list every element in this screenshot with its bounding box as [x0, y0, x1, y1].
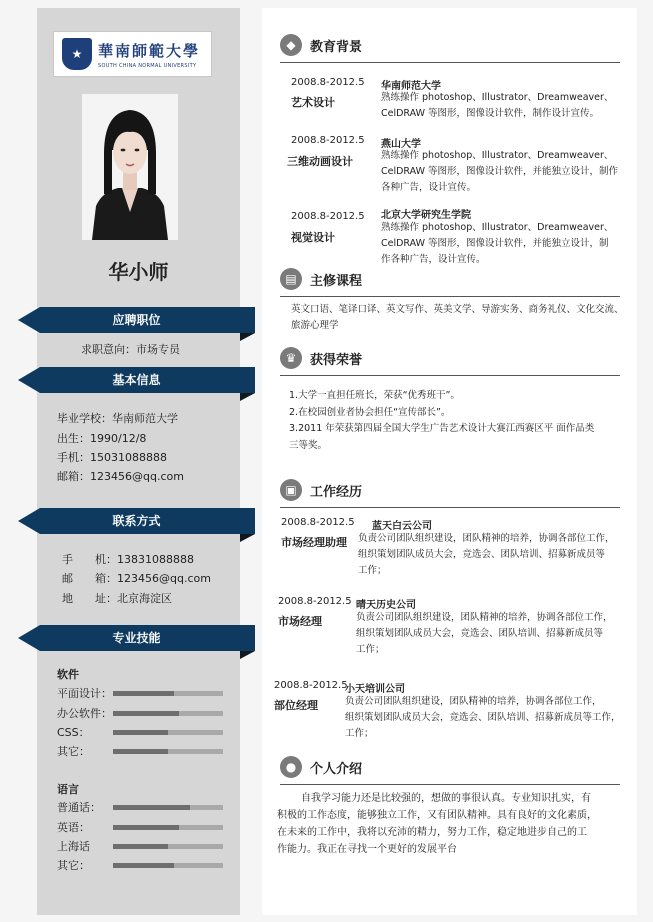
skill-label: 其它：	[57, 745, 90, 758]
basic-school: 毕业学校：华南师范大学	[57, 412, 178, 425]
skill-bar-fill	[113, 691, 174, 696]
work-desc-line: 工作；	[358, 565, 387, 576]
work-desc-line: 组织策划团队成员大会，竞选会、团队培训、招募新成员等工作，	[345, 712, 621, 723]
ribbon-skills	[18, 625, 255, 651]
skill-row	[57, 743, 227, 759]
edu-desc-line: CelDRAW 等图形，图像设计软件，并能独立设计，制作	[381, 166, 619, 177]
intro-line: 作能力。我正在寻找一个更好的发展平台	[277, 844, 457, 855]
language-label: 其它：	[57, 859, 90, 872]
section-divider	[280, 296, 620, 297]
honor-line: 3.2011 年荣获第四届全国大学生广告艺术设计大赛江西赛区平 面作品类	[289, 423, 595, 434]
skill-label: CSS：	[57, 726, 90, 739]
contact-phone-row	[62, 551, 194, 567]
logo-cn: 華南師範大學	[98, 41, 201, 60]
work-role: 市场经理	[278, 615, 322, 628]
edu-desc-line: 各种广告，设计宣传。	[381, 182, 477, 193]
intro-line: 积极的工作态度，能够独立工作，又有团队精神。具有良好的文化素质，	[277, 810, 597, 821]
edu-date: 2008.8-2012.5	[291, 77, 365, 88]
edu-desc-line: CelDRAW 等图形，图像设计软件，制作设计宣传。	[381, 108, 600, 119]
honor-line: 2.在校园创业者协会担任“宣传部长”。	[289, 406, 451, 418]
intro-text	[277, 790, 622, 858]
section-intro-header	[280, 756, 620, 786]
language-bar-fill	[113, 805, 190, 810]
ribbon-position	[18, 307, 255, 333]
work-company: 小天培训公司	[345, 684, 405, 695]
work-company: 晴天历史公司	[356, 600, 416, 611]
section-honors-title: 获得荣誉	[310, 353, 363, 368]
section-divider	[280, 62, 620, 63]
ribbon-contact-title: 联系方式	[112, 514, 161, 528]
logo-text	[98, 40, 200, 69]
language-bar	[113, 805, 223, 810]
language-bar-fill	[113, 844, 168, 849]
section-work-header	[280, 479, 620, 509]
language-label: 上海话	[57, 840, 90, 853]
intro-line: 自我学习能力还是比较强的，想做的事很认真。专业知识扎实，有	[301, 793, 591, 804]
skill-row	[57, 685, 227, 701]
basic-email: 邮箱：123456@qq.com	[57, 470, 184, 483]
language-row	[57, 838, 227, 854]
courses-line: 英文口语、笔译口译、英文写作、英美文学、导游实务、商务礼仪、文化交流、	[291, 304, 624, 315]
ribbon-basic-info-title: 基本信息	[112, 373, 161, 387]
edu-school: 华南师范大学	[381, 81, 441, 92]
user-icon: ●	[280, 756, 302, 778]
ribbon-position-title: 应聘职位	[112, 313, 161, 327]
graduation-cap-icon: ◆	[280, 34, 302, 56]
honor-line: 1.大学一直担任班长，荣获“优秀班干”。	[289, 390, 460, 401]
edu-major: 艺术设计	[291, 96, 335, 109]
logo-en: SOUTH CHINA NORMAL UNIVERSITY	[98, 62, 197, 69]
section-education-header	[280, 34, 620, 64]
skill-row	[57, 705, 227, 721]
ribbon-skills-title: 专业技能	[112, 631, 161, 645]
edu-desc-line: 作各种广告，设计宣传。	[381, 254, 486, 265]
section-education-title: 教育背景	[310, 40, 363, 55]
contact-email-label: 邮 箱：	[62, 572, 117, 585]
skill-label: 平面设计：	[57, 687, 112, 700]
edu-desc	[381, 90, 613, 122]
intro-line: 在未来的工作中，我将以充沛的精力，努力工作，稳定地进步自己的工	[277, 827, 587, 838]
language-bar	[113, 825, 223, 830]
contact-address-label: 地 址：	[62, 592, 117, 605]
work-desc-line: 负责公司团队组织建设，团队精神的培养，协调各部位工作，	[345, 696, 602, 707]
work-company: 蓝天白云公司	[372, 521, 432, 532]
language-bar-fill	[113, 825, 179, 830]
work-date: 2008.8-2012.5	[274, 680, 348, 691]
skill-label: 办公软件：	[57, 707, 112, 720]
edu-desc-line: 熟练操作 photoshop、Illustrator、Dreamweaver、	[381, 92, 614, 103]
edu-desc-line: CelDRAW 等图形，图像设计软件，并能独立设计，制	[381, 238, 609, 249]
section-work-title: 工作经历	[310, 485, 363, 500]
work-role: 市场经理助理	[281, 536, 347, 549]
language-row	[57, 857, 227, 873]
honors-text	[289, 388, 594, 454]
ribbon-basic-info	[18, 367, 255, 393]
work-desc	[358, 531, 615, 579]
contact-address-row	[62, 590, 172, 606]
courses-line: 旅游心理学	[291, 320, 339, 331]
skill-row	[57, 724, 227, 740]
edu-desc-line: 熟练操作 photoshop、Illustrator、Dreamweaver、	[381, 222, 614, 233]
edu-major: 视觉设计	[291, 231, 335, 244]
work-desc	[345, 694, 621, 742]
basic-phone: 手机：15031088888	[57, 451, 167, 464]
skill-bar	[113, 711, 223, 716]
section-honors-header	[280, 347, 620, 377]
language-row	[57, 799, 227, 815]
university-logo	[53, 31, 212, 77]
skill-bar-fill	[113, 711, 179, 716]
edu-school: 北京大学研究生学院	[381, 210, 471, 221]
skill-bar	[113, 730, 223, 735]
courses-text	[291, 302, 624, 334]
contact-address: 北京海淀区	[117, 592, 172, 605]
section-divider	[280, 375, 620, 376]
language-bar-fill	[113, 863, 174, 868]
trophy-icon: ♛	[280, 347, 302, 369]
profile-photo	[82, 94, 178, 240]
edu-desc-line: 熟练操作 photoshop、Illustrator、Dreamweaver、	[381, 150, 614, 161]
work-desc-line: 组织策划团队成员大会，竞选会、团队培训、招募新成员等	[356, 628, 604, 639]
book-icon: ▤	[280, 268, 302, 290]
skill-bar-fill	[113, 730, 168, 735]
contact-email: 123456@qq.com	[117, 572, 211, 585]
language-bar	[113, 863, 223, 868]
edu-date: 2008.8-2012.5	[291, 135, 365, 146]
work-date: 2008.8-2012.5	[278, 596, 352, 607]
university-seal-icon: ★	[62, 38, 92, 70]
section-divider	[280, 507, 620, 508]
work-desc-line: 负责公司团队组织建设，团队精神的培养，协调各部位工作，	[358, 533, 615, 544]
honor-line: 三等奖。	[289, 439, 328, 451]
edu-desc	[381, 148, 618, 196]
section-intro-title: 个人介绍	[310, 762, 363, 777]
work-date: 2008.8-2012.5	[281, 517, 355, 528]
skill-bar	[113, 691, 223, 696]
section-courses-header	[280, 268, 620, 298]
contact-phone: 13831088888	[117, 553, 194, 566]
language-bar	[113, 844, 223, 849]
briefcase-icon: ▣	[280, 479, 302, 501]
section-courses-title: 主修课程	[310, 274, 363, 289]
job-intention: 求职意向：市场专员	[81, 343, 180, 356]
software-heading: 软件	[57, 668, 79, 681]
edu-desc	[381, 220, 613, 268]
language-row	[57, 819, 227, 835]
skill-bar	[113, 749, 223, 754]
language-label: 普通话：	[57, 801, 101, 814]
ribbon-contact	[18, 508, 255, 534]
work-desc-line: 负责公司团队组织建设，团队精神的培养，协调各部位工作，	[356, 612, 613, 623]
edu-major: 三维动画设计	[287, 155, 353, 168]
contact-phone-label: 手 机：	[62, 553, 117, 566]
contact-email-row	[62, 570, 211, 586]
language-heading: 语言	[57, 783, 79, 796]
section-divider	[280, 784, 620, 785]
profile-name: 华小师	[108, 260, 169, 284]
work-desc-line: 工作；	[345, 728, 374, 739]
language-label: 英语：	[57, 821, 90, 834]
work-desc-line: 工作；	[356, 644, 385, 655]
basic-birth: 出生：1990/12/8	[57, 432, 147, 445]
edu-school: 燕山大学	[381, 139, 421, 150]
edu-date: 2008.8-2012.5	[291, 211, 365, 222]
work-desc-line: 组织策划团队成员大会，竞选会、团队培训、招募新成员等	[358, 549, 606, 560]
work-desc	[356, 610, 613, 658]
work-role: 部位经理	[274, 699, 318, 712]
skill-bar-fill	[113, 749, 168, 754]
